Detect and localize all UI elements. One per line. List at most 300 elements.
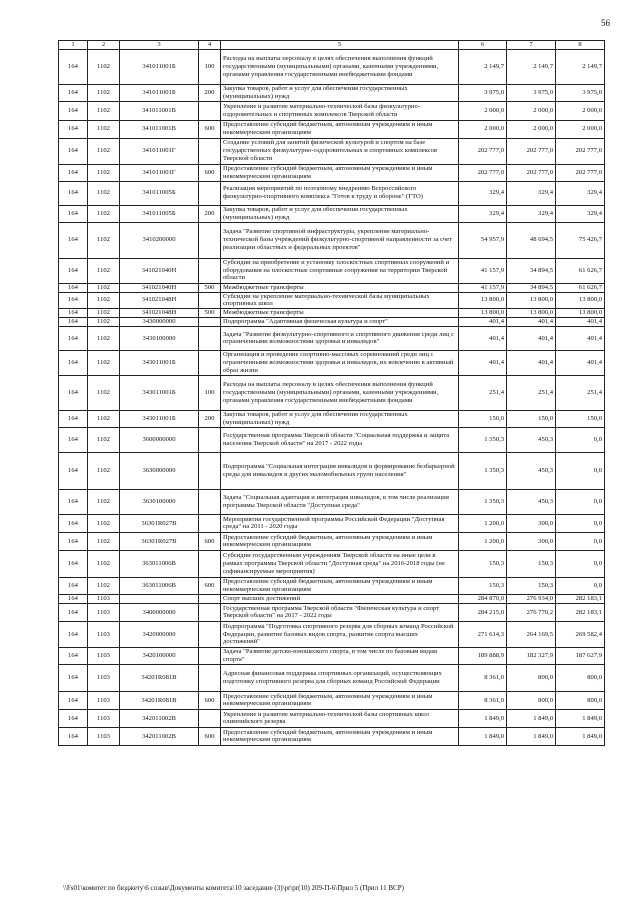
table-row: [59, 85, 605, 102]
section-code-cell: 1102: [88, 375, 120, 410]
target-article-cell: 343011001Б: [120, 410, 199, 427]
amount-2021-cell: 450,3: [507, 452, 556, 489]
table-row: [59, 514, 605, 532]
amount-2021-cell: 300,0: [507, 514, 556, 532]
amount-2022-cell: 0,0: [556, 514, 605, 532]
amount-2022-cell: 800,0: [556, 691, 605, 709]
table-row: [59, 603, 605, 621]
admin-code-cell: 164: [59, 181, 88, 205]
table-row: [59, 375, 605, 410]
description-cell: Закупка товаров, работ и услуг для обеспечения государственных (муниципальных) нужд: [221, 85, 459, 102]
description-cell: Подпрограмма "Социальная интеграция инвалидов и формирование безбарьерной среды для инвалидов в других маломобильных групп населения": [221, 452, 459, 489]
amount-2021-cell: 1 849,0: [507, 727, 556, 745]
description-cell: Предоставление субсидий бюджетным, автономным учреждениям и иным некоммерческим организациям: [221, 164, 459, 181]
amount-2022-cell: 401,4: [556, 317, 605, 326]
admin-code-cell: 164: [59, 691, 88, 709]
table-row: [59, 709, 605, 727]
amount-2022-cell: 202 777,0: [556, 164, 605, 181]
target-article-cell: 363011006В: [120, 550, 199, 577]
amount-2022-cell: 3 975,0: [556, 85, 605, 102]
section-code-cell: 1102: [88, 326, 120, 350]
table-row: [59, 309, 605, 318]
description-cell: Субсидии на приобретение и установку плоскостных спортивных сооружений и оборудования на плоскостные спортивные сооружения на территории Тверской области: [221, 258, 459, 283]
table-row: [59, 489, 605, 514]
amount-2020-cell: 13 800,0: [459, 309, 507, 318]
budget-table: [58, 40, 605, 746]
table-row: [59, 664, 605, 691]
table-row: [59, 577, 605, 594]
description-cell: Адресная финансовая поддержка спортивных организаций, осуществляющих подготовку спортивного резерва для сборных команд Российской Федерации: [221, 664, 459, 691]
amount-2022-cell: 401,4: [556, 326, 605, 350]
description-cell: Межбюджетные трансферты: [221, 283, 459, 292]
amount-2020-cell: 13 800,0: [459, 292, 507, 309]
admin-code-cell: 164: [59, 101, 88, 120]
admin-code-cell: 164: [59, 292, 88, 309]
amount-2020-cell: 401,4: [459, 317, 507, 326]
description-cell: Спорт высших достижений: [221, 594, 459, 603]
section-code-cell: 1102: [88, 514, 120, 532]
target-article-cell: 3600000000: [120, 427, 199, 452]
target-article-cell: 341011001Г: [120, 164, 199, 181]
amount-2021-cell: 1 849,0: [507, 709, 556, 727]
description-cell: Расходы на выплаты персоналу в целях обеспечения выполнения функций государственными (муниципальными) органами, казенными учреждениями, органами управления государственными внебюджетными фондами: [221, 375, 459, 410]
expense-type-cell: [199, 222, 221, 258]
expense-type-cell: [199, 292, 221, 309]
amount-2021-cell: 2 149,7: [507, 50, 556, 85]
amount-2020-cell: 1 200,0: [459, 532, 507, 550]
description-cell: Задача "Развитие детско-юношеского спорта, в том числе по базовым видам спорта": [221, 647, 459, 664]
amount-2020-cell: 202 777,0: [459, 138, 507, 164]
amount-2020-cell: 2 000,0: [459, 101, 507, 120]
target-article-cell: 3410200000: [120, 222, 199, 258]
table-row: [59, 292, 605, 309]
section-code-cell: 1102: [88, 222, 120, 258]
table-row: [59, 205, 605, 222]
description-cell: Создание условий для занятий физической культурой и спортом на базе государственных физкультурно-оздоровительных и спортивных комплексов Тверской области: [221, 138, 459, 164]
description-cell: Государственная программа Тверской области "Физическая культура и спорт Тверской области" на 2017 - 2022 годы: [221, 603, 459, 621]
amount-2021-cell: 48 694,5: [507, 222, 556, 258]
description-cell: Межбюджетные трансферты: [221, 309, 459, 318]
amount-2021-cell: 2 000,0: [507, 120, 556, 138]
amount-2022-cell: 0,0: [556, 427, 605, 452]
amount-2021-cell: 276 770,2: [507, 603, 556, 621]
target-article-cell: 3430000000: [120, 317, 199, 326]
description-cell: Государственная программа Тверской области "Социальная поддержка и защита населения Тверской области" на 2017 - 2022 годы: [221, 427, 459, 452]
description-cell: Закупка товаров, работ и услуг для обеспечения государственных (муниципальных) нужд: [221, 205, 459, 222]
target-article-cell: 341011005Б: [120, 181, 199, 205]
table-row: [59, 410, 605, 427]
table-row: [59, 594, 605, 603]
table-row: [59, 101, 605, 120]
admin-code-cell: 164: [59, 550, 88, 577]
column-header: 1: [59, 41, 88, 50]
amount-2020-cell: 41 157,9: [459, 258, 507, 283]
section-code-cell: 1102: [88, 120, 120, 138]
expense-type-cell: [199, 594, 221, 603]
amount-2022-cell: 13 800,0: [556, 292, 605, 309]
description-cell: Субсидии государственным учреждениям Тверской области на иные цели в рамках программы Тверской области "Доступная среда" на 2016-2018 годы (не софинансируемые мероприятия): [221, 550, 459, 577]
target-article-cell: 3430100000: [120, 326, 199, 350]
amount-2021-cell: 800,0: [507, 691, 556, 709]
admin-code-cell: 164: [59, 50, 88, 85]
expense-type-cell: 600: [199, 532, 221, 550]
amount-2020-cell: 150,0: [459, 410, 507, 427]
amount-2021-cell: 34 894,5: [507, 258, 556, 283]
table-row: [59, 164, 605, 181]
amount-2020-cell: 329,4: [459, 205, 507, 222]
expense-type-cell: [199, 621, 221, 647]
amount-2020-cell: 251,4: [459, 375, 507, 410]
expense-type-cell: [199, 181, 221, 205]
amount-2021-cell: 800,0: [507, 664, 556, 691]
description-cell: Укрепление и развитие материально-технической базы физкультурно-оздоровительных и спортивных комплексов Тверской области: [221, 101, 459, 120]
target-article-cell: 36301R027В: [120, 532, 199, 550]
admin-code-cell: 164: [59, 317, 88, 326]
footer-file-path: \\Fs01\комитет по бюджету\6 созыв\Документы комитета\10 заседание (3)\pr\pr(10) 209-П-6\Прил 5 (Прил 11 ВСР): [63, 884, 404, 892]
amount-2020-cell: 150,3: [459, 550, 507, 577]
amount-2021-cell: 150,0: [507, 410, 556, 427]
section-code-cell: 1103: [88, 709, 120, 727]
expense-type-cell: [199, 258, 221, 283]
amount-2020-cell: 271 614,3: [459, 621, 507, 647]
amount-2021-cell: 276 934,0: [507, 594, 556, 603]
expense-type-cell: [199, 489, 221, 514]
target-article-cell: 34201R081В: [120, 664, 199, 691]
admin-code-cell: 164: [59, 594, 88, 603]
target-article-cell: 3420100000: [120, 647, 199, 664]
admin-code-cell: 164: [59, 532, 88, 550]
table-row: [59, 350, 605, 375]
target-article-cell: 3630000000: [120, 452, 199, 489]
section-code-cell: 1103: [88, 603, 120, 621]
amount-2020-cell: 1 200,0: [459, 514, 507, 532]
description-cell: Задача "Развитие спортивной инфраструктуры, укрепление материально-технической базы учреждений физкультурно-спортивной направленности за счет реализации областных и федеральных проектов": [221, 222, 459, 258]
admin-code-cell: 164: [59, 727, 88, 745]
amount-2020-cell: 54 957,9: [459, 222, 507, 258]
amount-2020-cell: 1 849,0: [459, 727, 507, 745]
table-row: [59, 258, 605, 283]
expense-type-cell: 600: [199, 577, 221, 594]
amount-2020-cell: 150,3: [459, 577, 507, 594]
amount-2022-cell: 187 627,9: [556, 647, 605, 664]
column-header: 4: [199, 41, 221, 50]
admin-code-cell: 164: [59, 283, 88, 292]
column-header: 6: [459, 41, 507, 50]
admin-code-cell: 164: [59, 603, 88, 621]
amount-2022-cell: 800,0: [556, 664, 605, 691]
amount-2020-cell: 1 849,0: [459, 709, 507, 727]
target-article-cell: 341011001В: [120, 120, 199, 138]
table-header-row: [59, 41, 605, 50]
amount-2022-cell: 329,4: [556, 205, 605, 222]
amount-2020-cell: 189 888,9: [459, 647, 507, 664]
section-code-cell: 1103: [88, 727, 120, 745]
table-row: [59, 138, 605, 164]
amount-2022-cell: 2 149,7: [556, 50, 605, 85]
admin-code-cell: 164: [59, 577, 88, 594]
admin-code-cell: 164: [59, 222, 88, 258]
description-cell: Реализация мероприятий по поэтапному внедрению Всероссийского физкультурно-спортивного комплекса "Готов к труду и обороне" (ГТО): [221, 181, 459, 205]
expense-type-cell: [199, 350, 221, 375]
amount-2022-cell: 2 000,0: [556, 120, 605, 138]
description-cell: Задача "Социальная адаптация и интеграция инвалидов, в том числе реализация программы Тверской области "Доступная среда": [221, 489, 459, 514]
admin-code-cell: 164: [59, 664, 88, 691]
expense-type-cell: 600: [199, 691, 221, 709]
description-cell: Задача "Развитие физкультурно-спортивного и спортивного движения среди лиц с ограниченными возможностями здоровья и инвалидов": [221, 326, 459, 350]
description-cell: Расходы на выплаты персоналу в целях обеспечения выполнения функций государственными (муниципальными) органами, казенными учреждениями, органами управления государственными внебюджетными фондами: [221, 50, 459, 85]
admin-code-cell: 164: [59, 350, 88, 375]
expense-type-cell: [199, 709, 221, 727]
target-article-cell: 341021040Н: [120, 283, 199, 292]
amount-2021-cell: 150,3: [507, 550, 556, 577]
section-code-cell: 1103: [88, 691, 120, 709]
amount-2021-cell: 251,4: [507, 375, 556, 410]
amount-2021-cell: 202 777,0: [507, 164, 556, 181]
table-row: [59, 427, 605, 452]
target-article-cell: 341021048Н: [120, 309, 199, 318]
table-body: [59, 50, 605, 746]
expense-type-cell: 200: [199, 205, 221, 222]
description-cell: Предоставление субсидий бюджетным, автономным учреждениям и иным некоммерческим организациям: [221, 691, 459, 709]
target-article-cell: 343011001Б: [120, 350, 199, 375]
admin-code-cell: 164: [59, 427, 88, 452]
target-article-cell: 342011002В: [120, 709, 199, 727]
amount-2021-cell: 264 169,5: [507, 621, 556, 647]
admin-code-cell: 164: [59, 410, 88, 427]
amount-2020-cell: 202 777,0: [459, 164, 507, 181]
table-row: [59, 647, 605, 664]
expense-type-cell: [199, 452, 221, 489]
description-cell: Предоставление субсидий бюджетным, автономным учреждениям и иным некоммерческим организациям: [221, 577, 459, 594]
amount-2022-cell: 251,4: [556, 375, 605, 410]
expense-type-cell: [199, 326, 221, 350]
amount-2021-cell: 300,0: [507, 532, 556, 550]
table-row: [59, 727, 605, 745]
admin-code-cell: 164: [59, 205, 88, 222]
description-cell: Закупка товаров, работ и услуг для обеспечения государственных (муниципальных) нужд: [221, 410, 459, 427]
description-cell: Предоставление субсидий бюджетным, автономным учреждениям и иным некоммерческим организациям: [221, 727, 459, 745]
section-code-cell: 1102: [88, 181, 120, 205]
description-cell: Предоставление субсидий бюджетным, автономным учреждениям и иным некоммерческим организациям: [221, 120, 459, 138]
amount-2022-cell: 2 000,0: [556, 101, 605, 120]
column-header: 7: [507, 41, 556, 50]
expense-type-cell: [199, 664, 221, 691]
section-code-cell: 1103: [88, 664, 120, 691]
section-code-cell: 1102: [88, 138, 120, 164]
column-header: 2: [88, 41, 120, 50]
amount-2020-cell: 401,4: [459, 326, 507, 350]
amount-2021-cell: 13 800,0: [507, 309, 556, 318]
target-article-cell: 341021040Н: [120, 258, 199, 283]
section-code-cell: 1102: [88, 283, 120, 292]
section-code-cell: 1102: [88, 258, 120, 283]
expense-type-cell: 500: [199, 309, 221, 318]
description-cell: Укрепление и развитие материально-технической базы спортивных школ олимпийского резерва: [221, 709, 459, 727]
amount-2022-cell: 61 626,7: [556, 258, 605, 283]
amount-2022-cell: 0,0: [556, 577, 605, 594]
section-code-cell: 1102: [88, 577, 120, 594]
target-article-cell: 341011001Б: [120, 50, 199, 85]
admin-code-cell: 164: [59, 138, 88, 164]
admin-code-cell: 164: [59, 514, 88, 532]
admin-code-cell: 164: [59, 621, 88, 647]
column-header: 8: [556, 41, 605, 50]
section-code-cell: 1102: [88, 427, 120, 452]
amount-2021-cell: 150,3: [507, 577, 556, 594]
expense-type-cell: [199, 427, 221, 452]
target-article-cell: 341011005Б: [120, 205, 199, 222]
column-header: 3: [120, 41, 199, 50]
amount-2022-cell: 75 426,7: [556, 222, 605, 258]
table-row: [59, 691, 605, 709]
amount-2021-cell: 34 894,5: [507, 283, 556, 292]
table-row: [59, 181, 605, 205]
admin-code-cell: 164: [59, 489, 88, 514]
table-row: [59, 326, 605, 350]
admin-code-cell: 164: [59, 647, 88, 664]
admin-code-cell: 164: [59, 309, 88, 318]
amount-2020-cell: 2 149,7: [459, 50, 507, 85]
description-cell: Предоставление субсидий бюджетным, автономным учреждениям и иным некоммерческим организациям: [221, 532, 459, 550]
expense-type-cell: [199, 317, 221, 326]
table-row: [59, 317, 605, 326]
amount-2022-cell: 329,4: [556, 181, 605, 205]
target-article-cell: 341021048Н: [120, 292, 199, 309]
amount-2021-cell: 2 000,0: [507, 101, 556, 120]
amount-2021-cell: 450,3: [507, 427, 556, 452]
admin-code-cell: 164: [59, 709, 88, 727]
admin-code-cell: 164: [59, 258, 88, 283]
target-article-cell: 341011001Г: [120, 138, 199, 164]
expense-type-cell: [199, 550, 221, 577]
amount-2022-cell: 0,0: [556, 550, 605, 577]
table-row: [59, 120, 605, 138]
column-header: 5: [221, 41, 459, 50]
amount-2021-cell: 3 975,0: [507, 85, 556, 102]
section-code-cell: 1103: [88, 647, 120, 664]
expense-type-cell: 500: [199, 283, 221, 292]
table-row: [59, 222, 605, 258]
section-code-cell: 1102: [88, 550, 120, 577]
expense-type-cell: 600: [199, 120, 221, 138]
amount-2022-cell: 1 849,0: [556, 727, 605, 745]
table-row: [59, 621, 605, 647]
description-cell: Организация и проведение спортивно-массовых соревнований среди лиц с ограниченными возможностями здоровья и инвалидов, их вовлечение в активный образ жизни: [221, 350, 459, 375]
amount-2021-cell: 202 777,0: [507, 138, 556, 164]
amount-2020-cell: 1 350,3: [459, 452, 507, 489]
amount-2022-cell: 0,0: [556, 532, 605, 550]
section-code-cell: 1102: [88, 489, 120, 514]
admin-code-cell: 164: [59, 375, 88, 410]
amount-2020-cell: 284 215,0: [459, 603, 507, 621]
expense-type-cell: 600: [199, 164, 221, 181]
expense-type-cell: [199, 138, 221, 164]
expense-type-cell: 200: [199, 85, 221, 102]
amount-2020-cell: 329,4: [459, 181, 507, 205]
amount-2021-cell: 13 800,0: [507, 292, 556, 309]
amount-2022-cell: 0,0: [556, 489, 605, 514]
section-code-cell: 1103: [88, 621, 120, 647]
target-article-cell: 341011001Б: [120, 85, 199, 102]
description-cell: Мероприятия государственной программы Российской Федерации "Доступная среда" на 2011 - 2020 годы: [221, 514, 459, 532]
section-code-cell: 1102: [88, 309, 120, 318]
amount-2021-cell: 401,4: [507, 317, 556, 326]
table-row: [59, 532, 605, 550]
target-article-cell: 3630100000: [120, 489, 199, 514]
section-code-cell: 1102: [88, 452, 120, 489]
target-article-cell: 3420000000: [120, 621, 199, 647]
section-code-cell: 1102: [88, 292, 120, 309]
section-code-cell: 1102: [88, 50, 120, 85]
admin-code-cell: 164: [59, 120, 88, 138]
amount-2020-cell: 3 975,0: [459, 85, 507, 102]
amount-2020-cell: 8 361,0: [459, 664, 507, 691]
amount-2020-cell: 2 000,0: [459, 120, 507, 138]
expense-type-cell: [199, 603, 221, 621]
amount-2021-cell: 450,3: [507, 489, 556, 514]
description-cell: Субсидии на укрепление материально-технической базы муниципальных спортивных школ: [221, 292, 459, 309]
amount-2022-cell: 1 849,0: [556, 709, 605, 727]
amount-2022-cell: 150,0: [556, 410, 605, 427]
expense-type-cell: [199, 647, 221, 664]
target-article-cell: 3400000000: [120, 603, 199, 621]
table-row: [59, 452, 605, 489]
amount-2022-cell: 269 582,4: [556, 621, 605, 647]
page-number: 56: [601, 18, 610, 28]
description-cell: Подпрограмма "Адаптивная физическая культура и спорт": [221, 317, 459, 326]
section-code-cell: 1102: [88, 532, 120, 550]
amount-2022-cell: 61 626,7: [556, 283, 605, 292]
section-code-cell: 1102: [88, 101, 120, 120]
table-row: [59, 550, 605, 577]
amount-2020-cell: 284 870,0: [459, 594, 507, 603]
description-cell: Подпрограмма "Подготовка спортивного резерва для сборных команд Российской Федерации, развитие базовых видов спорта, развитие спорта высших достижений": [221, 621, 459, 647]
admin-code-cell: 164: [59, 164, 88, 181]
expense-type-cell: 100: [199, 375, 221, 410]
amount-2020-cell: 401,4: [459, 350, 507, 375]
table-row: [59, 50, 605, 85]
expense-type-cell: 600: [199, 727, 221, 745]
amount-2021-cell: 329,4: [507, 181, 556, 205]
section-code-cell: 1102: [88, 85, 120, 102]
amount-2021-cell: 329,4: [507, 205, 556, 222]
amount-2020-cell: 8 361,0: [459, 691, 507, 709]
expense-type-cell: 100: [199, 50, 221, 85]
expense-type-cell: [199, 514, 221, 532]
amount-2021-cell: 401,4: [507, 326, 556, 350]
amount-2022-cell: 282 183,1: [556, 603, 605, 621]
amount-2020-cell: 41 157,9: [459, 283, 507, 292]
admin-code-cell: 164: [59, 85, 88, 102]
section-code-cell: 1102: [88, 350, 120, 375]
amount-2020-cell: 1 350,3: [459, 489, 507, 514]
section-code-cell: 1102: [88, 205, 120, 222]
admin-code-cell: 164: [59, 452, 88, 489]
amount-2022-cell: 282 183,1: [556, 594, 605, 603]
section-code-cell: 1102: [88, 410, 120, 427]
amount-2022-cell: 0,0: [556, 452, 605, 489]
amount-2022-cell: 202 777,0: [556, 138, 605, 164]
section-code-cell: 1102: [88, 317, 120, 326]
amount-2021-cell: 401,4: [507, 350, 556, 375]
target-article-cell: 341011001В: [120, 101, 199, 120]
amount-2022-cell: 401,4: [556, 350, 605, 375]
amount-2022-cell: 13 800,0: [556, 309, 605, 318]
amount-2020-cell: 1 350,3: [459, 427, 507, 452]
amount-2021-cell: 182 327,9: [507, 647, 556, 664]
target-article-cell: 363011006В: [120, 577, 199, 594]
expense-type-cell: [199, 101, 221, 120]
